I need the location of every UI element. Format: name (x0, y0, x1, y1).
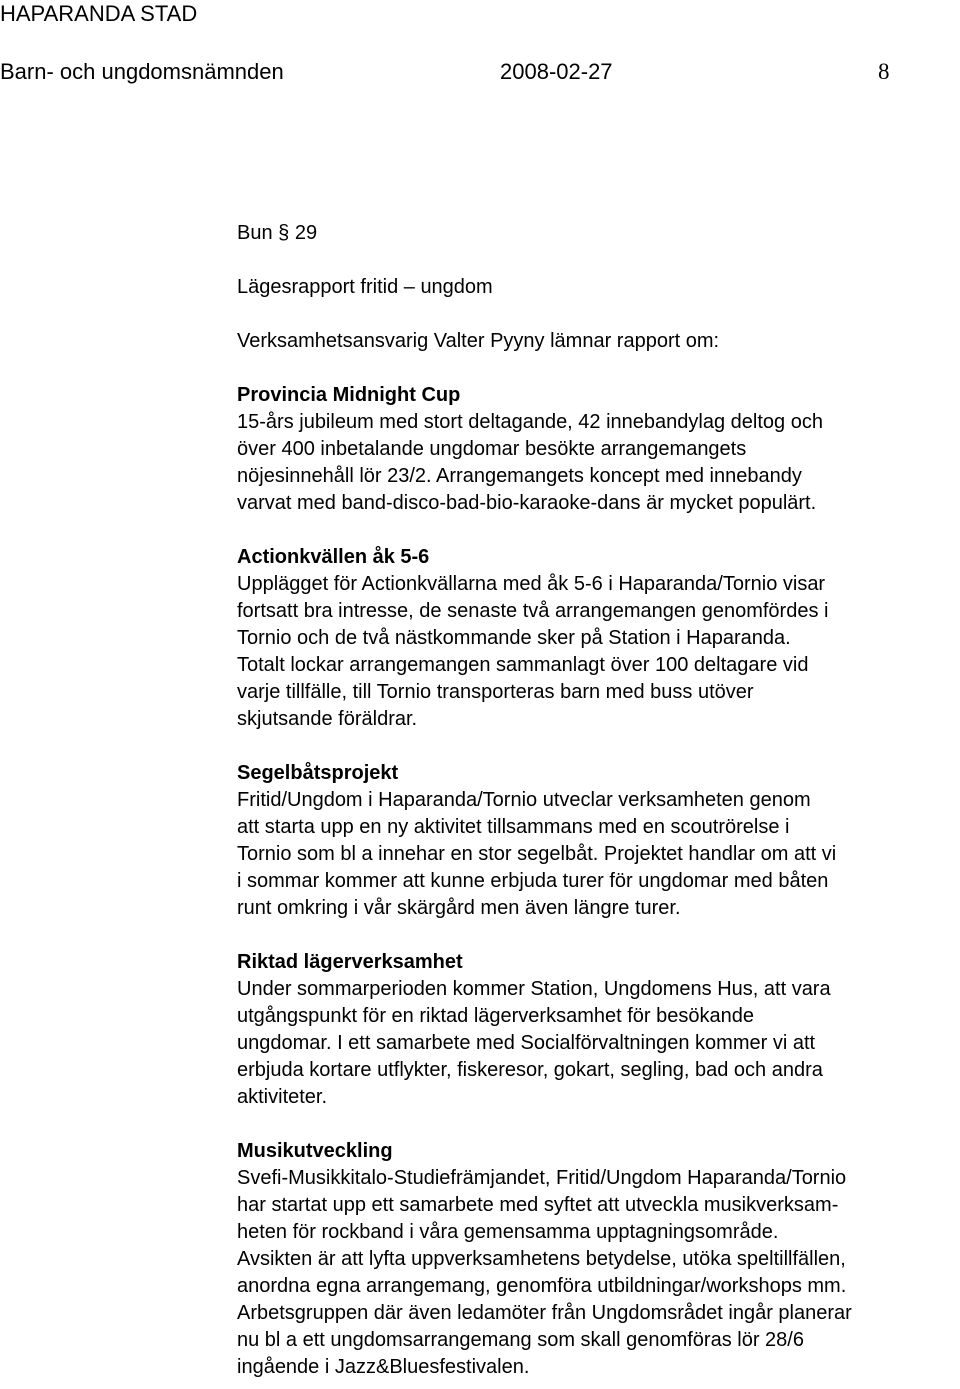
page-number: 8 (878, 59, 890, 84)
section-text-line: nöjesinnehåll lör 23/2. Arrangemangets koncept med innebandy (237, 465, 802, 487)
section-text-line: fortsatt bra intresse, de senaste två arrangemangen genomfördes i (237, 600, 829, 622)
section-text-line: Totalt lockar arrangemangen sammanlagt över 100 deltagare vid (237, 654, 809, 676)
section-text-line: Upplägget för Actionkvällarna med åk 5-6 i Haparanda/Tornio visar (237, 573, 826, 595)
section-text-line: aktiviteter. (237, 1086, 328, 1108)
section-title: Riktad lägerverksamhet (237, 951, 463, 973)
section-text-line: att starta upp en ny aktivitet tillsammans med en scoutrörelse i (237, 816, 790, 838)
section-text-line: har startat upp ett samarbete med syftet att utveckla musikverksam- (237, 1194, 839, 1216)
section-text-line: Arbetsgruppen där även ledamöter från Ungdomsrådet ingår planerar (237, 1302, 852, 1324)
section-text-line: heten för rockband i våra gemensamma upptagningsområde. (237, 1221, 779, 1243)
section-text-line: runt omkring i vår skärgård men även längre turer. (237, 897, 681, 919)
organization-name: HAPARANDA STAD (0, 1, 198, 26)
section-text-line: Svefi-Musikkitalo-Studiefrämjandet, Fritid/Ungdom Haparanda/Tornio (237, 1167, 847, 1189)
section-title: Musikutveckling (237, 1140, 393, 1162)
section-text-line: utgångspunkt för en riktad lägerverksamhet för besökande (237, 1005, 754, 1027)
section-text-line: Under sommarperioden kommer Station, Ungdomens Hus, att vara (237, 978, 831, 1000)
section-text-line: skjutsande föräldrar. (237, 708, 418, 730)
section-text-line: varje tillfälle, till Tornio transporteras barn med buss utöver (237, 681, 754, 703)
section-text-line: erbjuda kortare utflykter, fiskeresor, gokart, segling, bad och andra (237, 1059, 823, 1081)
section-title: Segelbåtsprojekt (237, 762, 399, 784)
section-text-line: Fritid/Ungdom i Haparanda/Tornio utveclar verksamheten genom (237, 789, 811, 811)
section-text-line: anordna egna arrangemang, genomföra utbildningar/workshops mm. (237, 1275, 847, 1297)
document-body (237, 220, 959, 1381)
case-subject: Lägesrapport fritid – ungdom (237, 276, 493, 298)
section-text-line: Tornio och de två nästkommande sker på Station i Haparanda. (237, 627, 791, 649)
section-musikutveckling (237, 1138, 959, 1381)
section-title: Actionkvällen åk 5-6 (237, 546, 430, 568)
meeting-date: 2008-02-27 (500, 59, 613, 84)
section-text-line: ungdomar. I ett samarbete med Socialförvaltningen kommer vi att (237, 1032, 816, 1054)
section-actionkvallen (237, 544, 959, 733)
section-segelbatsprojekt (237, 760, 959, 922)
section-text-line: 15-års jubileum med stort deltagande, 42 innebandylag deltog och (237, 411, 823, 433)
section-text-line: varvat med band-disco-bad-bio-karaoke-dans är mycket populärt. (237, 492, 817, 514)
department-name: Barn- och ungdomsnämnden (0, 59, 284, 84)
section-text-line: nu bl a ett ungdomsarrangemang som skall genomföras lör 28/6 (237, 1329, 804, 1351)
section-text-line: ingående i Jazz&Bluesfestivalen. (237, 1356, 530, 1378)
section-provincia-midnight-cup (237, 382, 959, 517)
section-text-line: Avsikten är att lyfta uppverksamhetens betydelse, utöka speltillfällen, (237, 1248, 846, 1270)
section-text-line: över 400 inbetalande ungdomar besökte arrangemangets (237, 438, 747, 460)
section-text-line: Tornio som bl a innehar en stor segelbåt. Projektet handlar om att vi (237, 843, 837, 865)
case-number: Bun § 29 (237, 222, 318, 244)
case-intro: Verksamhetsansvarig Valter Pyyny lämnar rapport om: (237, 330, 720, 352)
section-title: Provincia Midnight Cup (237, 384, 461, 406)
section-riktad-lagerverksamhet (237, 949, 959, 1111)
section-text-line: i sommar kommer att kunne erbjuda turer för ungdomar med båten (237, 870, 829, 892)
